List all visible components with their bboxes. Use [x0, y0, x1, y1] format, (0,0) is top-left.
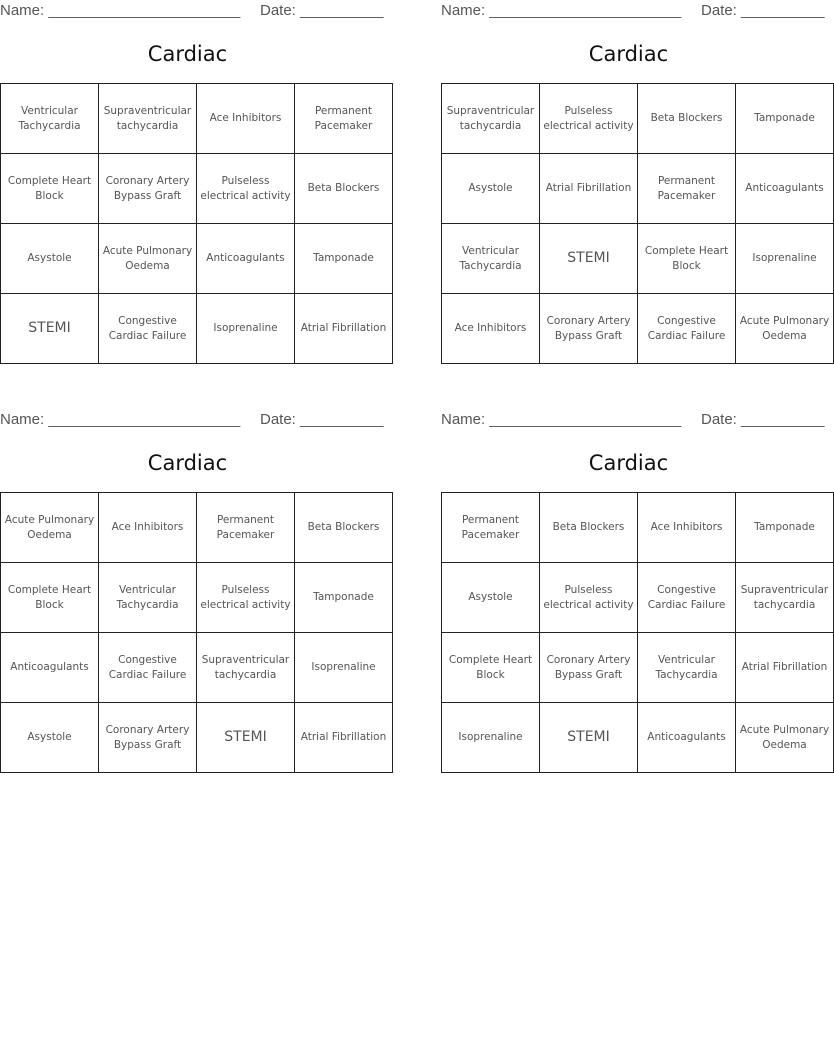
grid-cell: Atrial Fibrillation: [295, 294, 393, 364]
grid-cell: Permanent Pacemaker: [638, 154, 736, 224]
grid-cell: STEMI: [540, 224, 638, 294]
grid-cell: Ace Inhibitors: [638, 493, 736, 563]
grid-cell: Anticoagulants: [1, 633, 99, 703]
grid-row: [1, 633, 393, 703]
grid-cell: Ace Inhibitors: [442, 294, 540, 364]
grid-cell: Pulseless electrical activity: [197, 563, 295, 633]
grid-cell: Coronary Artery Bypass Graft: [99, 703, 197, 773]
grid-cell: Congestive Cardiac Failure: [638, 294, 736, 364]
grid-cell: Tamponade: [295, 563, 393, 633]
card-header: [0, 0, 384, 22]
grid-cell: Ace Inhibitors: [197, 84, 295, 154]
grid-cell: Coronary Artery Bypass Graft: [99, 154, 197, 224]
date-label: Date: __________: [260, 2, 384, 19]
grid-cell: Beta Blockers: [540, 493, 638, 563]
grid-cell: Complete Heart Block: [442, 633, 540, 703]
card-title: Cardiac: [588, 42, 669, 66]
grid-row: [1, 294, 393, 364]
grid-row: [442, 84, 834, 154]
grid-cell: Tamponade: [295, 224, 393, 294]
card-header: [0, 409, 384, 431]
grid-row: [442, 563, 834, 633]
grid-row: [1, 493, 393, 563]
grid-cell: Beta Blockers: [295, 493, 393, 563]
grid-cell: Complete Heart Block: [1, 563, 99, 633]
card-header: [441, 409, 825, 431]
grid-cell: Supraventricular tachycardia: [736, 563, 834, 633]
grid-cell: Complete Heart Block: [638, 224, 736, 294]
grid-cell: Acute Pulmonary Oedema: [736, 294, 834, 364]
grid-row: [442, 224, 834, 294]
grid-cell: Permanent Pacemaker: [295, 84, 393, 154]
grid-cell: Isoprenaline: [197, 294, 295, 364]
grid-cell: Congestive Cardiac Failure: [638, 563, 736, 633]
grid-row: [1, 703, 393, 773]
grid-cell: Pulseless electrical activity: [540, 563, 638, 633]
card-title: Cardiac: [147, 451, 228, 475]
grid-cell: Pulseless electrical activity: [197, 154, 295, 224]
grid-cell: Asystole: [442, 563, 540, 633]
grid-cell: Congestive Cardiac Failure: [99, 294, 197, 364]
grid-cell: Acute Pulmonary Oedema: [736, 703, 834, 773]
grid-cell: Beta Blockers: [295, 154, 393, 224]
grid-cell: Acute Pulmonary Oedema: [1, 493, 99, 563]
grid-cell: STEMI: [540, 703, 638, 773]
grid-cell: Ventricular Tachycardia: [442, 224, 540, 294]
name-label: Name: _______________________: [441, 2, 682, 19]
name-label: Name: _______________________: [0, 2, 241, 19]
grid-cell: Tamponade: [736, 493, 834, 563]
grid-cell: Isoprenaline: [442, 703, 540, 773]
grid-cell: Isoprenaline: [295, 633, 393, 703]
grid-row: [1, 563, 393, 633]
bingo-grid: [441, 83, 834, 364]
name-label: Name: _______________________: [0, 411, 241, 428]
grid-cell: Ventricular Tachycardia: [638, 633, 736, 703]
grid-cell: Supraventricular tachycardia: [197, 633, 295, 703]
grid-cell: Ace Inhibitors: [99, 493, 197, 563]
grid-cell: Beta Blockers: [638, 84, 736, 154]
grid-cell: Supraventricular tachycardia: [442, 84, 540, 154]
grid-cell: Atrial Fibrillation: [736, 633, 834, 703]
grid-cell: STEMI: [1, 294, 99, 364]
grid-cell: Coronary Artery Bypass Graft: [540, 633, 638, 703]
card-title: Cardiac: [147, 42, 228, 66]
grid-cell: Anticoagulants: [736, 154, 834, 224]
grid-cell: Congestive Cardiac Failure: [99, 633, 197, 703]
bingo-card: [0, 409, 387, 751]
grid-cell: Complete Heart Block: [1, 154, 99, 224]
grid-cell: Permanent Pacemaker: [442, 493, 540, 563]
grid-cell: Tamponade: [736, 84, 834, 154]
grid-row: [1, 84, 393, 154]
grid-cell: Supraventricular tachycardia: [99, 84, 197, 154]
grid-cell: Pulseless electrical activity: [540, 84, 638, 154]
bingo-grid: [441, 492, 834, 773]
grid-cell: Asystole: [1, 703, 99, 773]
date-label: Date: __________: [701, 2, 825, 19]
grid-cell: Anticoagulants: [197, 224, 295, 294]
grid-cell: Ventricular Tachycardia: [99, 563, 197, 633]
grid-row: [1, 154, 393, 224]
grid-cell: Asystole: [442, 154, 540, 224]
card-header: [441, 0, 825, 22]
grid-cell: Anticoagulants: [638, 703, 736, 773]
bingo-grid: [0, 492, 393, 773]
bingo-grid: [0, 83, 393, 364]
date-label: Date: __________: [701, 411, 825, 428]
grid-cell: Isoprenaline: [736, 224, 834, 294]
grid-cell: Acute Pulmonary Oedema: [99, 224, 197, 294]
grid-cell: Coronary Artery Bypass Graft: [540, 294, 638, 364]
card-title: Cardiac: [588, 451, 669, 475]
grid-cell: Ventricular Tachycardia: [1, 84, 99, 154]
grid-row: [442, 703, 834, 773]
grid-row: [442, 633, 834, 703]
name-label: Name: _______________________: [441, 411, 682, 428]
grid-cell: Atrial Fibrillation: [540, 154, 638, 224]
grid-row: [442, 154, 834, 224]
date-label: Date: __________: [260, 411, 384, 428]
grid-cell: Atrial Fibrillation: [295, 703, 393, 773]
bingo-card: [441, 0, 830, 342]
grid-row: [442, 294, 834, 364]
grid-row: [1, 224, 393, 294]
bingo-card: [0, 0, 387, 342]
grid-row: [442, 493, 834, 563]
bingo-card: [441, 409, 830, 751]
grid-cell: Asystole: [1, 224, 99, 294]
grid-cell: Permanent Pacemaker: [197, 493, 295, 563]
grid-cell: STEMI: [197, 703, 295, 773]
